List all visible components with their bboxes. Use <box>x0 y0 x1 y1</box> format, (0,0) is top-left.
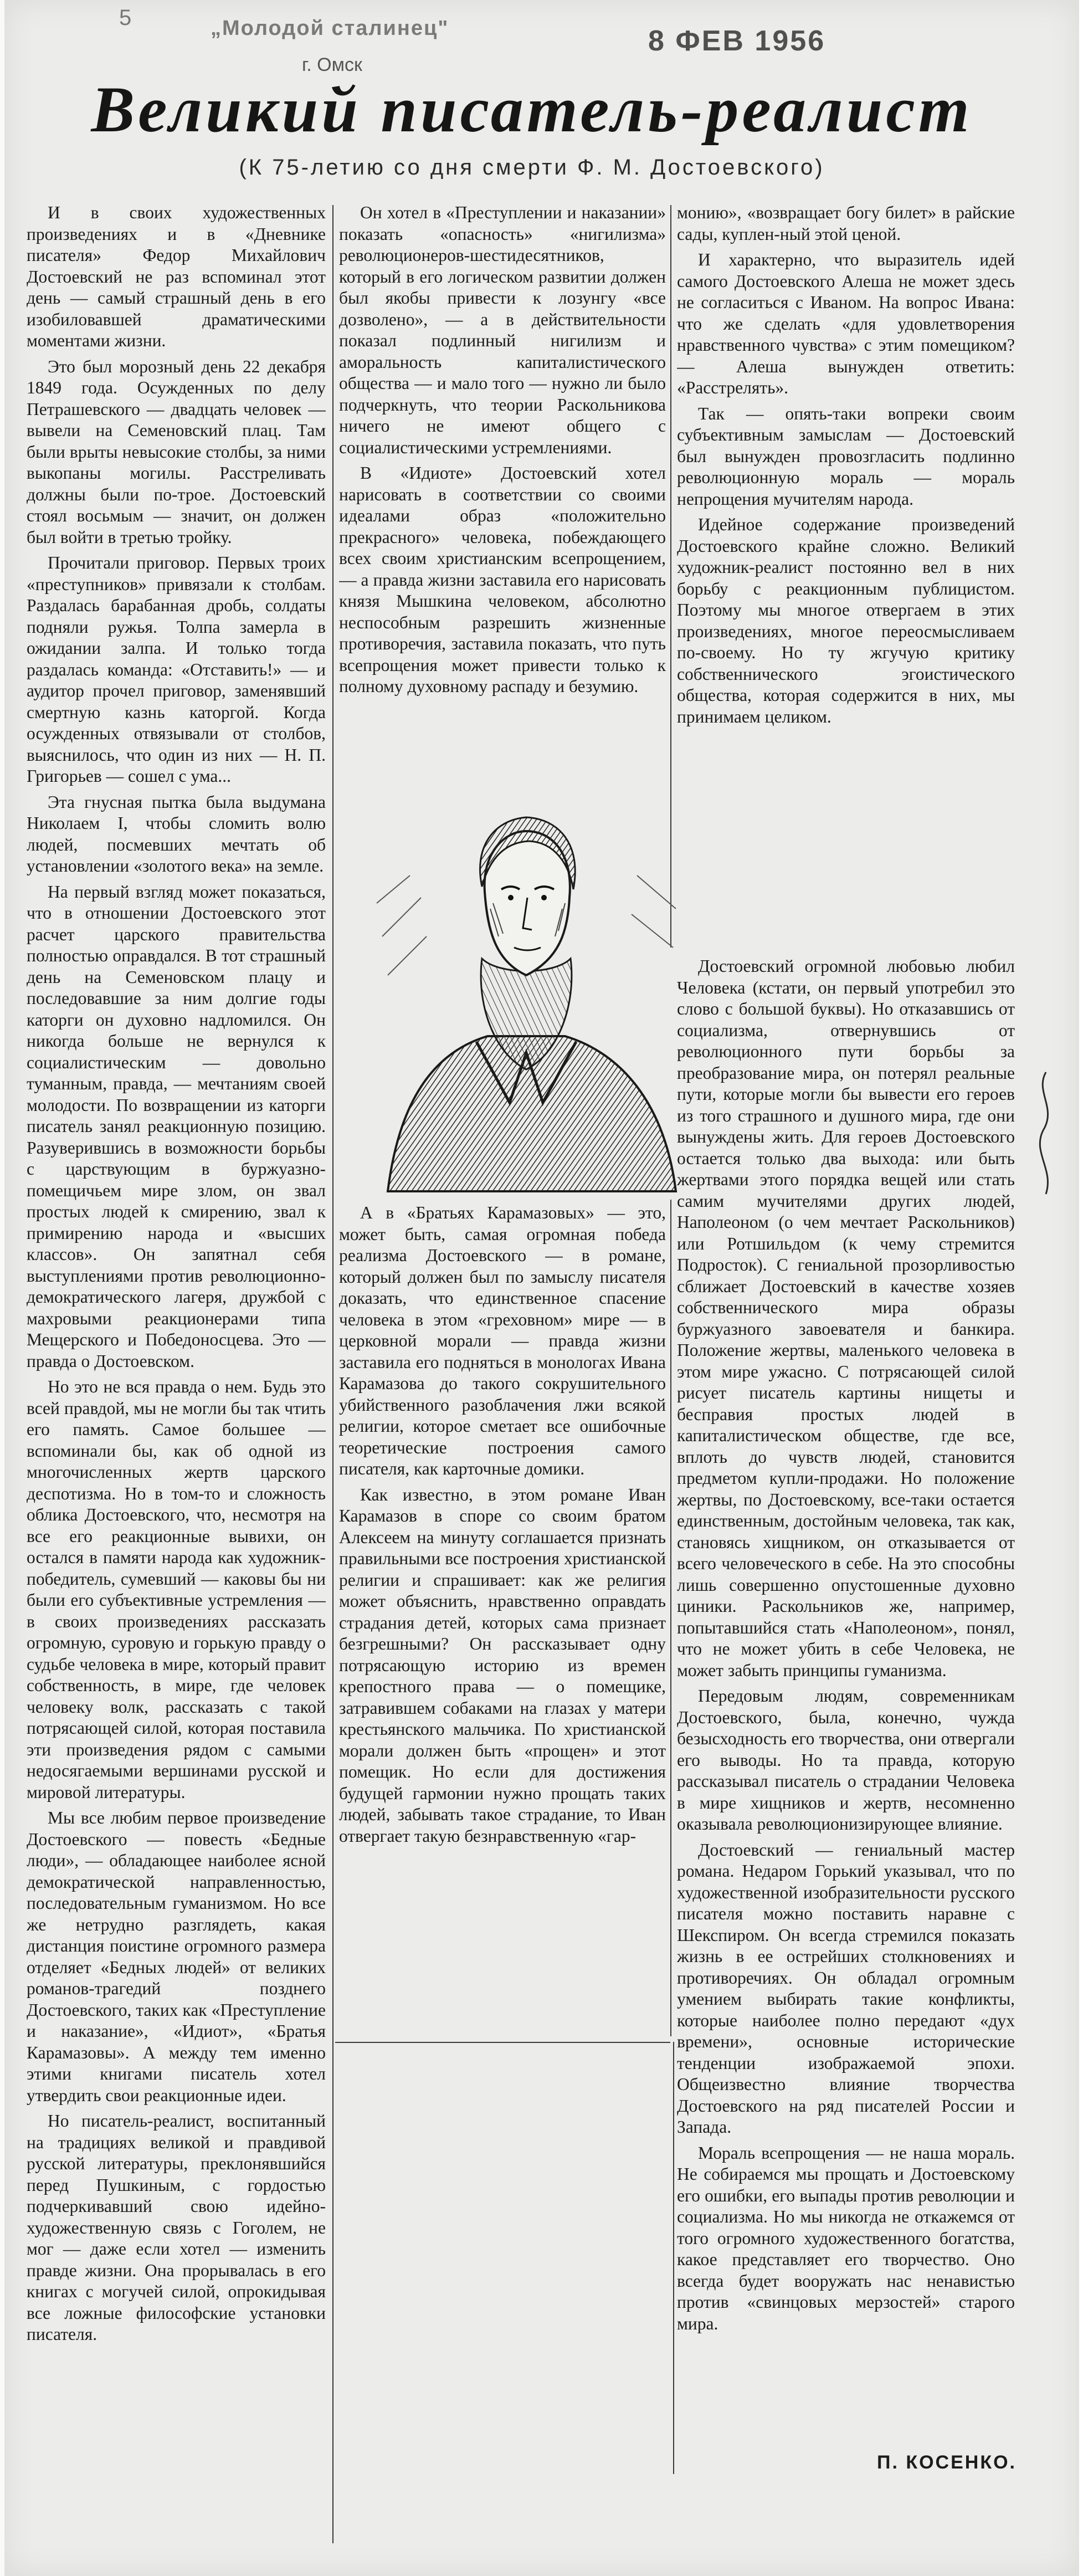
paragraph: И характерно, что выразитель идей самого Достоевского Алеша не может здесь не согласиться с Иваном. На вопрос Ивана: что же сделать «для удовлетворения нравственного чувства» с этим помещиком? — Алеша вынужден ответить: «Расстрелять». <box>677 250 1015 397</box>
column-divider <box>332 205 333 2543</box>
text-column-3-lower <box>677 956 1015 2441</box>
paragraph: Но писатель-реалист, воспитанный на традициях великой и правдивой русской литературы, преклонявшийся перед Пушкиным, с гордостью подчеркивавший свою идейно-художественную связь с Гоголем, не мог — даже если хотел — изменить правде жизни. Она прорывалась в его книгах с могучей силой, опрокидывая все ложные философские установки писателя. <box>27 2111 326 2344</box>
text-column-2-lower <box>339 1202 666 2034</box>
paragraph: И в своих художественных произведениях и в «Дневнике писателя» Федор Михайлович Достоевский не раз вспоминал этот день — самый страшный день в его изобиловавшей драматическими моментами жизни. <box>27 203 326 350</box>
newspaper-masthead-stamp: „Молодой сталинец" <box>211 17 449 40</box>
paragraph: Эта гнусная пытка была выдумана Николаем I, чтобы сломить волю людей, посмевших мечтать об установлении «золотого века» на земле. <box>27 792 326 875</box>
paragraph: Он хотел в «Преступлении и наказании» показать «опасность» «нигилизма» революционеров-шестидесятников, который в его логическом развитии должен был якобы привести к лозунгу «все дозволено», — а в действительности показал подлинный нигилизм и аморальность капиталистического общества — и мало того — нужно ли было подчеркнуть, что теории Раскольникова ничего не имеют общего с социалистическими устремлениями. <box>339 203 666 457</box>
city-stamp: г. Омск <box>302 54 362 75</box>
paragraph: Мораль всепрощения — не наша мораль. Не собираемся мы прощать и Достоевскому его ошибки, его выпады против революции и социализма. Но мы никогда не откажемся от того огромного художественного богатства, какое представляет его творчество. Оно всегда будет вооружать нас ненавистью против «свинцовых мерзостей» старого мира. <box>677 2143 1015 2333</box>
paragraph: На первый взгляд может показаться, что в отношении Достоевского этот расчет царского правительства полностью оправдался. В тот страшный день на Семеновском плацу и последовавшие за ним долгие годы каторги он духовно надломился. Он никогда больше не вернулся к социалистическим — довольно туманным, правда, — мечтаниям своей молодости. По возвращении из каторги писатель занял реакционную позицию. Разуверившись в возможности борьбы с царствующим в буржуазно-помещичьем мире злом, он звал простых людей к смирению, звал к примирению народа и «высших классов». Он запятнал себя выступлениями против революционно-демократического лагеря, дружбой с махровыми реакционерами типа Мещерского и Победоносцева. Это — правда о Достоевском. <box>27 882 326 1371</box>
column-divider <box>673 2042 674 2474</box>
paragraph: Но это не вся правда о нем. Будь это всей правдой, мы не могли бы так чтить его память. Самое большее — вспоминали бы, как об одной из многочисленных жертв царского деспотизма. Но в том-то и сложность облика Достоевского, что, несмотря на все его реакционные вывихи, он остался в памяти народа как художник-победитель, сумевший — каковы бы ни были его субъективные устремления — в своих произведениях рассказать огромную, суровую и горькую правду о судьбе человека в мире, который правит собственность, в мире, где человек человеку волк, рассказать с такой потрясающей силой, которая поставила эти произведения рядом с самыми недосягаемыми вершинами русской и мировой литературы. <box>27 1377 326 1802</box>
paragraph: Достоевский — гениальный мастер романа. Недаром Горький указывал, что по художественной изобразительности русского писателя можно поставить наравне с Шекспиром. Он всегда стремился показать жизнь в ее острейших столкновениях и противоречиях. Он обладал огромным умением выбирать такие конфликты, которые наиболее полно передают «дух времени», основные исторические тенденции изображаемой эпохи. Общеизвестно влияние творчества Достоевского на ряд писателей России и Запада. <box>677 1840 1015 2137</box>
paragraph: Это был морозный день 22 декабря 1849 года. Осужденных по делу Петрашевского — двадцать человек — вывели на Семеновский плац. Там были врыты невысокие столбы, за ними выкопаны могилы. Расстреливать должны были по-трое. Достоевский стоял восьмым — значит, он должен был войти в третью тройку. <box>27 356 326 547</box>
section-divider <box>335 2042 670 2043</box>
paragraph: В «Идиоте» Достоевский хотел нарисовать в соответствии со своими идеалами образ «положительно прекрасного» человека, побеждающего всех своим христианским всепрощением, — а правда жизни заставила его нарисовать князя Мышкина человеком, абсолютно неспособным разрешить жизненные противоречия, заставила показать, что путь всепрощения может привести только к полному духовному распаду и безумию. <box>339 463 666 696</box>
paragraph: Передовым людям, современникам Достоевского, была, конечно, чужда безысходность его творчества, они отвергали его выводы. Но та правда, которую рассказывал писатель о страдании Человека в мире хищников и жертв, несомненно оказывала революционизирующее влияние. <box>677 1686 1015 1834</box>
author-signature: П. КОСЕНКО. <box>877 2452 1017 2473</box>
text-column-3 <box>677 202 1015 950</box>
date-stamp: 8 ФЕВ 1956 <box>648 25 826 57</box>
dostoevsky-portrait-icon <box>366 792 687 1197</box>
paragraph: А в «Братьях Карамазовых» — это, может быть, самая огромная победа реализма Достоевского — в романе, который должен был по замыслу писателя доказать, что единственное спасение человека в этом «греховном» мире — в церковной морали — правда жизни заставила его подняться в монологах Ивана Карамазова до такого сокрушительного убийственного разоблачения лжи всякой религии, которое сметает все ошибочные теоретические построения самого писателя, как карточные домики. <box>339 1203 666 1478</box>
article-subtitle: (К 75-летию со дня смерти Ф. М. Достоевского) <box>239 155 825 180</box>
margin-scribble-icon <box>1029 1069 1063 1197</box>
column-divider <box>670 1200 671 2036</box>
portrait-drawing <box>366 792 687 1197</box>
text-column-1 <box>27 202 326 2541</box>
paragraph: монию», «возвращает богу билет» в райские сады, куплен-ный этой ценой. <box>677 203 1015 244</box>
paragraph: Прочитали приговор. Первых троих «преступников» привязали к столбам. Раздалась барабанная дробь, солдаты подняли ружья. Толпа замерла в ожидании залпа. И только тогда раздалась команда: «Отставить!» — и аудитор прочел приговор, заменявший смертную казнь каторгой. Когда осужденных отвязывали от столбов, выяснилось, что один из них — Н. П. Григорьев — сошел с ума... <box>27 553 326 786</box>
paragraph: Так — опять-таки вопреки своим субъективным замыслам — Достоевский был вынужден провозгласить подлинно революционную мораль — мораль непрощения мучителям народа. <box>677 403 1015 509</box>
paragraph: Мы все любим первое произведение Достоевского — повесть «Бедные люди», — обладающее наиболее ясной демократической направленностью, последовательным гуманизмом. Но все же нетрудно разглядеть, какая дистанция поистине огромного размера отделяет «Бедных людей» от великих романов-трагедий позднего Достоевского, таких как «Преступление и наказание», «Идиот», «Братья Карамазовы». А между тем именно этими книгами писатель хотел утвердить свои реакционные идеи. <box>27 1808 326 2105</box>
article-title: Великий писатель-реалист <box>91 73 973 146</box>
paragraph: Достоевский огромной любовью любил Человека (кстати, он первый употребил это слово с большой буквы). Но отказавшись от социализма, отвернувшись от революционного пути борьбы за преобразование мира, он потерял реальные пути, которые могли бы вывести его героев из того страшного и душного мира, где они вынуждены жить. Для героев Достоевского остается только два выхода: или быть жертвами этого порядка вещей или стать самим мучителями других людей, Наполеоном (о чем мечтает Раскольников) или Ротшильдом (к чему стремится Подросток). С гениальной прозорливостью сближает Достоевский в качестве хозяев собственнического мира образы буржуазного завоевателя и банкира. Положение жертвы, маленького человека в этом мире ужасно. С потрясающей силой рисует писатель картины нищеты и бесправия простых людей в капиталистическом обществе, где все, вплоть до чувств людей, становится предметом купли-продажи. Но положение жертвы, по Достоевскому, все-таки остается единственным, достойным человека, так как, становясь хищником, он отказывается от всего человеческого в себе. На это способны лишь совершенно опустошенные духовно циники. Раскольников же, например, попытавшийся стать «Наполеоном», понял, что не может убить в себе Человека, не может забыть принципы гуманизма. <box>677 956 1015 1680</box>
paragraph: Как известно, в этом романе Иван Карамазов в споре со своим братом Алексеем на минуту соглашается признать правильными все построения христианской религии и спрашивает: как же религия может объяснить, нравственно оправдать страдания детей, которых сама признает безгрешными? Он рассказывает одну потрясающую историю из времен крепостного права — о помещике, затравившем собаками на глазах у матери крестьянского мальчика. По христианской морали должен быть «прощен» и этот помещик. Но если для достижения будущей гармонии нужно прощать таких людей, забывать такое страдание, то Иван отвергает такую безнравственную «гар- <box>339 1484 666 1846</box>
paragraph: Идейное содержание произведений Достоевского крайне сложно. Великий художник-реалист постоянно вел в них борьбу с реакционным публицистом. Поэтому мы многое отвергаем в этих произведениях, многое переосмысливаем по-своему. Но ту жгучую критику собственнического эгоистического общества, которая содержится в них, мы принимаем целиком. <box>677 515 1015 726</box>
corner-mark: 5 <box>119 6 132 30</box>
